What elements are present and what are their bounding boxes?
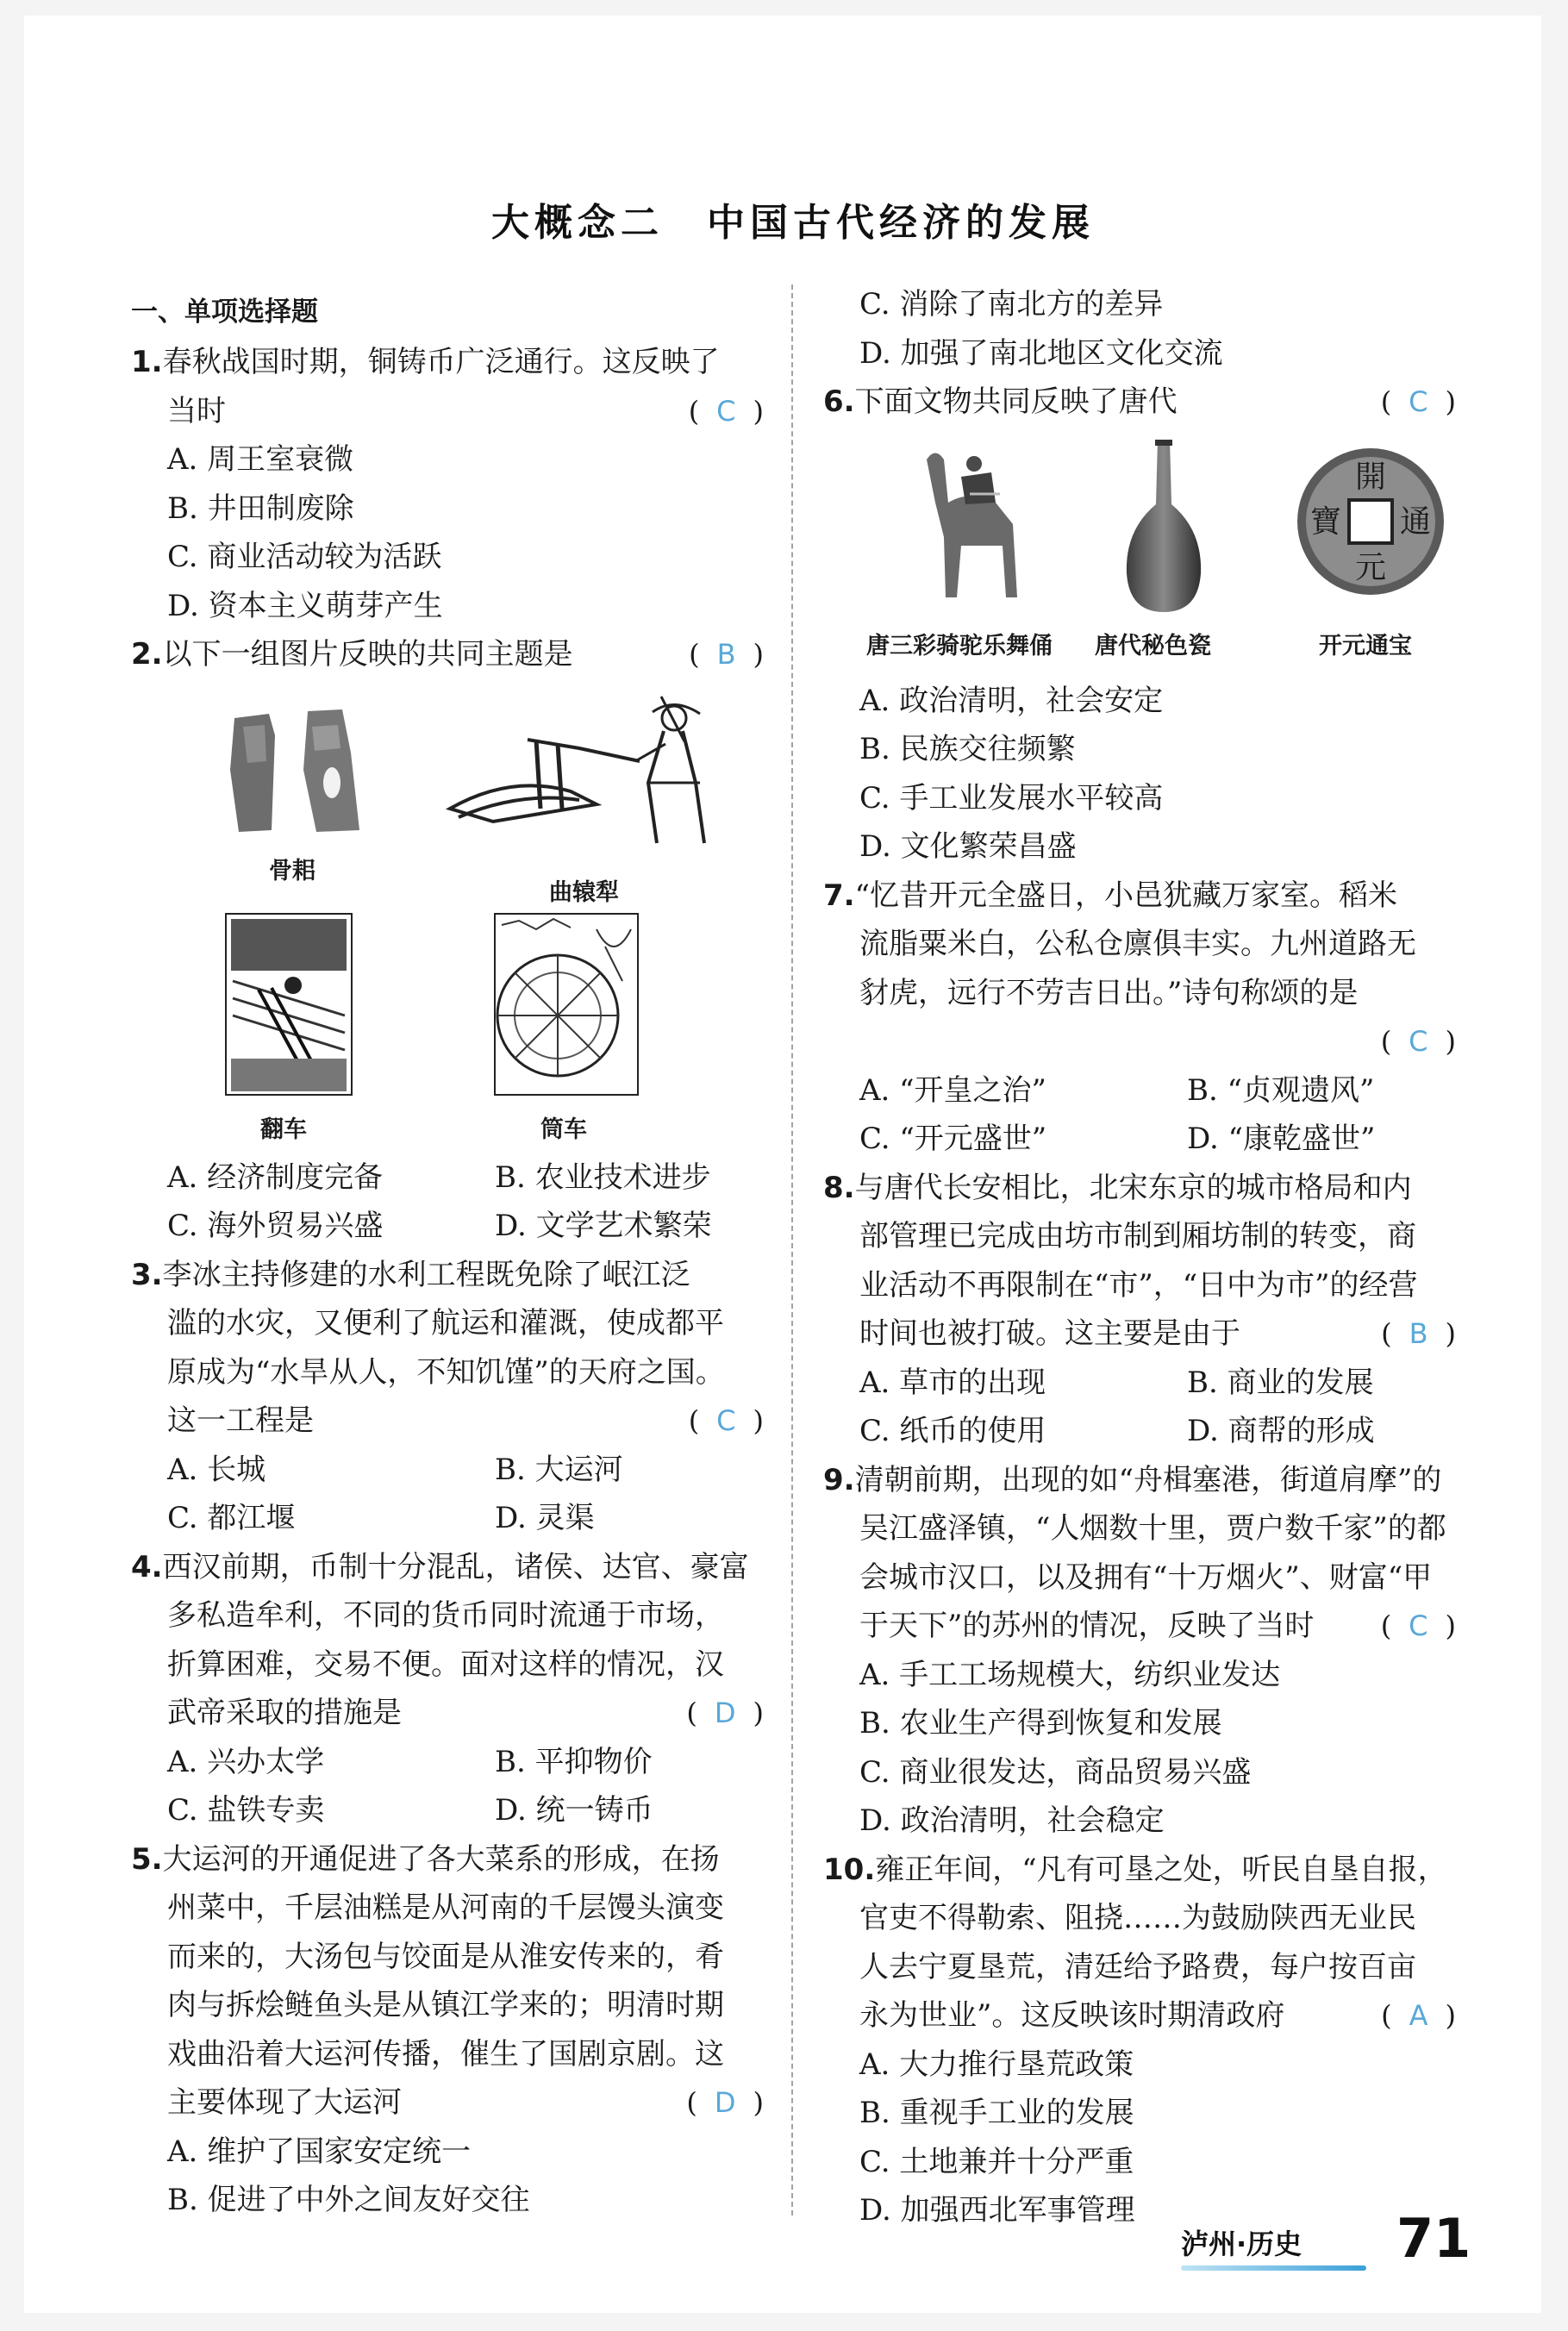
column-divider <box>791 284 793 2215</box>
option-d: D. 文化繁荣昌盛 <box>859 829 1077 864</box>
question-stem: 这一工程是 <box>167 1403 314 1438</box>
caption-camel-figurine: 唐三彩骑驼乐舞俑 <box>866 632 1053 659</box>
option-b: B. 井田制废除 <box>167 491 354 526</box>
question-stem: 武帝采取的措施是 <box>167 1696 402 1730</box>
option-b: B. 民族交往频繁 <box>859 732 1076 766</box>
page-number: 71 <box>1396 2207 1471 2270</box>
question-stem: 业活动不再限制在“市”，“日中为市”的经营 <box>859 1267 1418 1303</box>
caption-celadon-vase: 唐代秘色瓷 <box>1095 632 1211 659</box>
answer-bracket: ( B ) <box>1381 1317 1456 1350</box>
question-stem: 主要体现了大运河 <box>167 2085 402 2120</box>
question-stem: 折算困难，交易不便。面对这样的情况，汉 <box>167 1647 724 1682</box>
page-footer <box>1181 2207 1471 2274</box>
question-stem: 永为世业”。这反映该时期清政府 <box>859 1998 1285 2033</box>
question-stem: 下面文物共同反映了唐代 <box>854 384 1178 419</box>
right-column <box>823 280 1461 2235</box>
answer-bracket: ( D ) <box>686 2086 764 2119</box>
option-c: C. 土地兼并十分严重 <box>859 2144 1134 2179</box>
question-stem: 吴江盛泽镇，“人烟数十里，贾户数千家”的都 <box>859 1511 1446 1546</box>
answer-bracket: ( C ) <box>688 394 764 428</box>
question-stem: 人去宁夏垦荒，清廷给予路费，每户按百亩 <box>859 1949 1416 1984</box>
question-2 <box>131 630 769 1251</box>
answer-letter: C <box>1409 1609 1428 1642</box>
option-a: A. 兴办太学 <box>167 1744 325 1779</box>
caption-kaiyuan-coin: 开元通宝 <box>1319 632 1412 659</box>
caption-curved-plough: 曲辕犁 <box>549 878 619 906</box>
question-stem: 滥的水灾，又便利了航运和灌溉，使成都平 <box>167 1306 724 1340</box>
question-stem: 会城市汉口，以及拥有“十万烟火”、财富“甲 <box>859 1559 1433 1595</box>
footer-label: 泸州·历史 <box>1181 2228 1303 2260</box>
option-a: A. 长城 <box>167 1452 266 1487</box>
caption-chain-pump: 翻车 <box>260 1116 307 1143</box>
question-1 <box>131 338 769 630</box>
question-stem: 大运河的开通促进了各大菜系的形成，在扬 <box>162 1841 720 1877</box>
question-stem: 戏曲沿着大运河传播，催生了国剧京剧。这 <box>167 2036 724 2072</box>
question-number: 6. <box>823 384 855 419</box>
question-3 <box>131 1251 769 1543</box>
coin-char-top: 開 <box>1354 459 1387 495</box>
question-stem: 流脂粟米白，公私仓廪俱丰实。九州道路无 <box>859 927 1416 961</box>
answer-letter: C <box>1409 1025 1428 1058</box>
option-d: D. 政治清明，社会稳定 <box>859 1803 1165 1838</box>
question-stem: 而来的，大汤包与饺面是从淮安传来的，肴 <box>167 1939 724 1974</box>
option-a: A. 草市的出现 <box>859 1365 1046 1400</box>
question-number: 10. <box>823 1852 876 1887</box>
question-number: 5. <box>131 1841 163 1877</box>
question-9 <box>823 1456 1461 1846</box>
answer-bracket: ( C ) <box>688 1404 764 1437</box>
question-stem: 当时 <box>167 393 226 428</box>
bone-spade-image <box>222 701 377 839</box>
option-a: A. 政治清明，社会安定 <box>859 683 1164 718</box>
option-b: B. “贞观遗风” <box>1187 1072 1375 1108</box>
option-c: C. 都江堰 <box>167 1501 296 1535</box>
question-10 <box>823 1846 1461 2235</box>
question-stem: 西汉前期，币制十分混乱，诸侯、达官、豪富 <box>162 1549 749 1584</box>
option-d: D. 统一铸币 <box>495 1793 653 1828</box>
option-d: D. 加强西北军事管理 <box>859 2193 1135 2228</box>
answer-letter: B <box>1409 1317 1428 1350</box>
option-d: D. 灵渠 <box>495 1501 595 1535</box>
question-stem: 官吏不得勒索、阻挠……为鼓励陕西无业民 <box>859 1901 1416 1935</box>
figure-group-tang-relics <box>823 427 1461 677</box>
answer-bracket: ( D ) <box>686 1697 764 1729</box>
option-d: D. 资本主义萌芽产生 <box>167 588 443 623</box>
camel-figurine-image <box>909 442 1039 615</box>
answer-letter: A <box>1409 1999 1428 2032</box>
caption-noria: 筒车 <box>540 1116 587 1143</box>
option-b: B. 大运河 <box>495 1452 623 1487</box>
option-d: D. “康乾盛世” <box>1187 1122 1376 1156</box>
answer-letter: B <box>716 638 736 671</box>
option-b: B. 农业技术进步 <box>495 1159 711 1195</box>
figure-group-farming-tools <box>131 679 769 1153</box>
question-8 <box>823 1164 1461 1456</box>
noria-image <box>493 912 640 1097</box>
option-b: B. 平抑物价 <box>495 1744 653 1779</box>
option-a: A. 周王室衰微 <box>167 442 354 477</box>
question-6 <box>823 378 1461 872</box>
question-stem: 雍正年间，“凡有可垦之处，听民自垦自报， <box>875 1852 1447 1887</box>
chain-pump-image <box>224 912 353 1097</box>
question-number: 8. <box>823 1170 855 1205</box>
answer-bracket: ( A ) <box>1381 1999 1456 2032</box>
option-b: B. 重视手工业的发展 <box>859 2096 1134 2130</box>
question-4 <box>131 1543 769 1835</box>
question-stem: 豺虎，远行不劳吉日出。”诗句称颂的是 <box>859 975 1359 1010</box>
question-number: 7. <box>823 878 855 913</box>
option-d: D. 加强了南北地区文化交流 <box>859 335 1223 371</box>
option-d: D. 商帮的形成 <box>1187 1414 1375 1448</box>
section-heading: 一、单项选择题 <box>131 297 318 328</box>
answer-letter: C <box>1409 385 1428 418</box>
question-stem: 多私造牟利，不同的货币同时流通于市场， <box>167 1598 724 1633</box>
question-stem: 州菜中，千层油糕是从河南的千层馒头演变 <box>167 1890 724 1925</box>
question-stem: 春秋战国时期，铜铸币广泛通行。这反映了 <box>162 345 720 379</box>
question-number: 4. <box>131 1549 163 1584</box>
caption-bone-spade: 骨耜 <box>269 857 315 884</box>
option-a: A. “开皇之治” <box>859 1072 1046 1108</box>
option-c: C. 盐铁专卖 <box>167 1793 325 1828</box>
question-stem: 时间也被打破。这主要是由于 <box>859 1316 1240 1351</box>
question-stem: 原成为“水旱从人，不知饥馑”的天府之国。 <box>167 1354 725 1390</box>
question-stem: 于天下”的苏州的情况，反映了当时 <box>859 1609 1315 1643</box>
question-stem: 以下一组图片反映的共同主题是 <box>162 637 573 672</box>
question-number: 3. <box>131 1257 163 1292</box>
question-stem: 李冰主持修建的水利工程既免除了岷江泛 <box>162 1257 690 1292</box>
option-a: A. 维护了国家安定统一 <box>167 2134 472 2169</box>
answer-letter: C <box>716 394 736 428</box>
option-c: C. 手工业发展水平较高 <box>859 780 1164 816</box>
answer-letter: C <box>716 1404 736 1437</box>
option-c: C. 海外贸易兴盛 <box>167 1209 384 1243</box>
question-stem: 部管理已完成由坊市制到厢坊制的转变，商 <box>859 1219 1416 1253</box>
option-b: B. 促进了中外之间友好交往 <box>167 2183 530 2217</box>
page-title: 大概念二 中国古代经济的发展 <box>491 201 1095 245</box>
option-c: C. 商业活动较为活跃 <box>167 540 442 574</box>
option-d: D. 文学艺术繁荣 <box>495 1209 712 1243</box>
curved-plough-image <box>441 679 734 852</box>
question-stem: “忆昔开元全盛日，小邑犹藏万家室。稻米 <box>854 878 1397 913</box>
option-a: A. 经济制度完备 <box>167 1159 384 1195</box>
option-b: B. 农业生产得到恢复和发展 <box>859 1706 1222 1740</box>
coin-char-left: 寶 <box>1309 503 1342 540</box>
answer-letter: D <box>714 2086 736 2119</box>
coin-char-right: 通 <box>1399 503 1432 540</box>
answer-bracket: ( C ) <box>1380 1609 1456 1642</box>
answer-bracket: ( B ) <box>689 638 764 671</box>
footer-underline <box>1181 2265 1366 2271</box>
question-stem: 肉与拆烩鲢鱼头是从镇江学来的；明清时期 <box>167 1988 724 2022</box>
option-c: C. 消除了南北方的差异 <box>859 287 1164 322</box>
left-column <box>131 284 769 2225</box>
answer-bracket: ( C ) <box>1380 1025 1456 1058</box>
coin-char-bottom: 元 <box>1354 549 1387 585</box>
answer-letter: D <box>714 1697 736 1729</box>
question-number: 2. <box>131 637 163 672</box>
answer-bracket: ( C ) <box>1380 385 1456 418</box>
question-number: 9. <box>823 1462 855 1497</box>
kaiyuan-coin-image <box>1293 444 1448 599</box>
option-a: A. 手工工场规模大，纺织业发达 <box>859 1657 1281 1692</box>
question-stem: 与唐代长安相比，北宋东京的城市格局和内 <box>854 1170 1412 1205</box>
option-c: C. “开元盛世” <box>859 1122 1047 1156</box>
celadon-vase-image <box>1116 435 1211 616</box>
option-c: C. 商业很发达，商品贸易兴盛 <box>859 1754 1252 1790</box>
option-b: B. 商业的发展 <box>1187 1365 1374 1400</box>
question-number: 1. <box>131 345 163 379</box>
option-a: A. 大力推行垦荒政策 <box>859 2047 1134 2082</box>
question-stem: 清朝前期，出现的如“舟楫塞港，街道肩摩”的 <box>854 1462 1442 1497</box>
option-c: C. 纸币的使用 <box>859 1414 1046 1448</box>
question-5 <box>131 1835 769 2225</box>
question-7 <box>823 872 1461 1164</box>
